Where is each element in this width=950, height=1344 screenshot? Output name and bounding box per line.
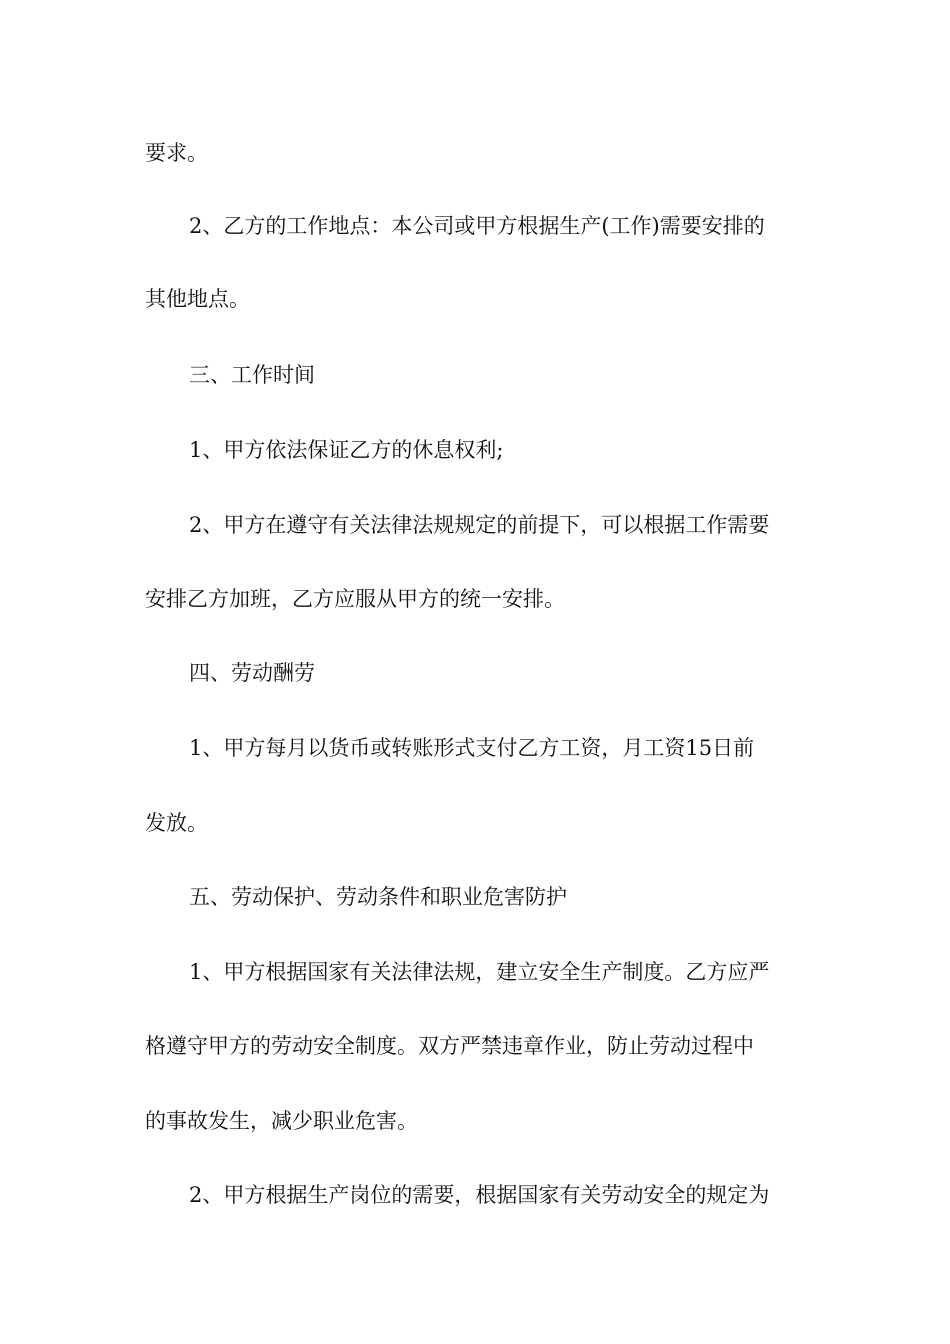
text-line: 其他地点。 — [145, 287, 250, 311]
text-line: 发放。 — [145, 811, 208, 835]
text-line: 的事故发生，减少职业危害。 — [145, 1109, 418, 1133]
text-line: 1、甲方每月以货币或转账形式支付乙方工资，月工资15日前 — [189, 736, 755, 760]
text-line: 1、甲方依法保证乙方的休息权利; — [189, 438, 504, 462]
text-line: 1、甲方根据国家有关法律法规，建立安全生产制度。乙方应严 — [189, 960, 770, 984]
text-line: 要求。 — [145, 141, 208, 165]
text-line: 2、甲方在遵守有关法律法规规定的前提下，可以根据工作需要 — [189, 513, 770, 537]
section-heading: 四、劳动酬劳 — [189, 661, 315, 685]
text-line: 2、乙方的工作地点：本公司或甲方根据生产(工作)需要安排的 — [189, 214, 765, 238]
text-line: 格遵守甲方的劳动安全制度。双方严禁违章作业，防止劳动过程中 — [145, 1034, 754, 1058]
text-line: 2、甲方根据生产岗位的需要，根据国家有关劳动安全的规定为 — [189, 1183, 770, 1207]
section-heading: 五、劳动保护、劳动条件和职业危害防护 — [189, 885, 567, 909]
section-heading: 三、工作时间 — [189, 363, 315, 387]
text-line: 安排乙方加班，乙方应服从甲方的统一安排。 — [145, 587, 565, 611]
